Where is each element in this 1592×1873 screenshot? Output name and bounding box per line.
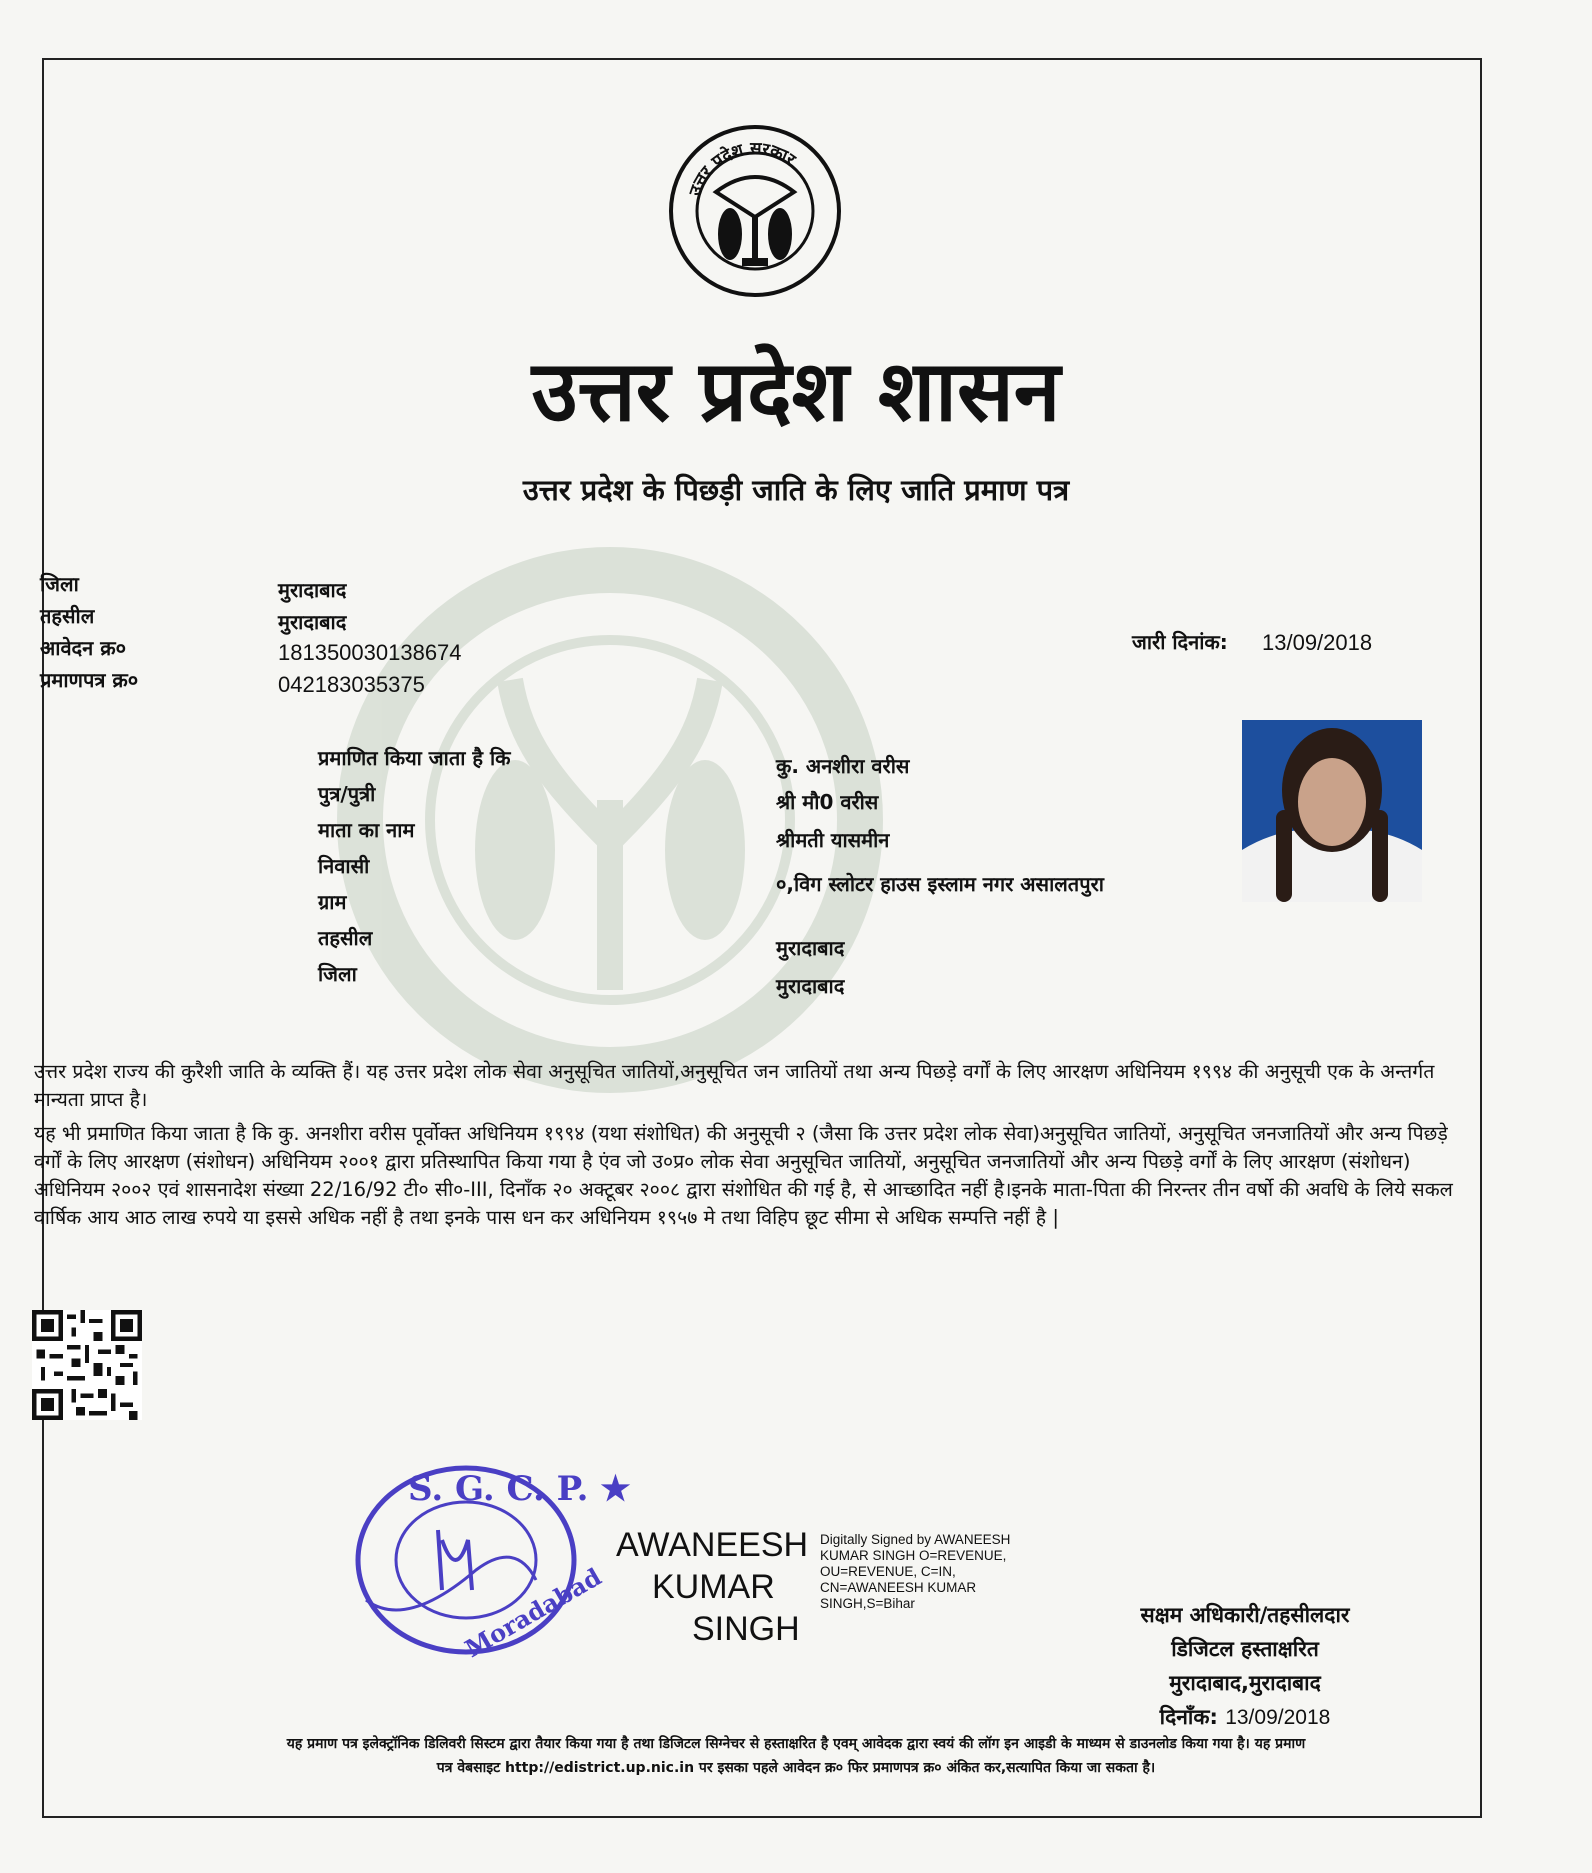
- signer-name-line3: SINGH: [692, 1610, 800, 1648]
- district-value: मुरादाबाद: [278, 578, 347, 602]
- footer-note: [0, 1732, 1592, 1780]
- tehsil-label: तहसील: [40, 604, 95, 628]
- footer-line2: पत्र वेबसाइट http://edistrict.up.nic.in पर इसका पहले आवेदन क्र० फिर प्रमाणपत्र क्र० अंकित कर,सत्यापित किया जा सकता है।: [436, 1760, 1156, 1776]
- details-district-value: मुरादाबाद: [776, 974, 845, 998]
- resident-label: निवासी: [318, 854, 370, 878]
- officer-designation: सक्षम अधिकारी/तहसीलदार: [1140, 1603, 1350, 1627]
- digital-signature-line5: SINGH,S=Bihar: [820, 1596, 915, 1611]
- officer-date-label: दिनाँक:: [1159, 1705, 1218, 1729]
- mother-name: श्रीमती यासमीन: [776, 828, 890, 852]
- emblem-text: उत्तर प्रदेश सरकार: [685, 138, 799, 199]
- stamp-text-top: S. G. C. P. ★: [408, 1469, 631, 1509]
- district-label: जिला: [40, 572, 79, 596]
- caste-statement-paragraph: उत्तर प्रदेश राज्य की कुरैशी जाति के व्यक्ति हैं। यह उत्तर प्रदेश लोक सेवा अनुसूचित जातियों,अनुसूचित जन जातियों तथा अन्य पिछड़े वर्गों के लिए आरक्षण अधिनियम १९९४ की अनुसूची एक के अन्तर्गत मान्यता प्राप्त है।: [34, 1060, 1435, 1111]
- details-tehsil-value: मुरादाबाद: [776, 936, 845, 960]
- applicant-photo: [1242, 720, 1422, 902]
- application-number-value: 181350030138674: [278, 640, 462, 665]
- up-government-emblem: [666, 122, 844, 300]
- child-of-label: पुत्र/पुत्री: [318, 782, 376, 806]
- officer-date-value: 13/09/2018: [1225, 1706, 1331, 1729]
- digital-signature-details: [820, 1532, 1010, 1612]
- details-tehsil-label: तहसील: [318, 926, 373, 950]
- officer-digitally-signed: डिजिटल हस्ताक्षरित: [1171, 1637, 1319, 1661]
- digital-signature-line2: KUMAR SINGH O=REVENUE,: [820, 1548, 1007, 1563]
- issue-date-label: जारी दिनांक:: [1132, 630, 1228, 654]
- certificate-number-value: 042183035375: [278, 672, 425, 697]
- certificate-number-label: प्रमाणपत्र क्र०: [40, 668, 139, 692]
- signer-name-block: [616, 1524, 826, 1650]
- issuing-officer-block: [1080, 1598, 1410, 1735]
- mother-label: माता का नाम: [318, 818, 415, 842]
- officer-location: मुरादाबाद,मुरादाबाद: [1169, 1671, 1321, 1695]
- footer-line1: यह प्रमाण पत्र इलेक्ट्रॉनिक डिलिवरी सिस्टम द्वारा तैयार किया गया है तथा डिजिटल सिग्नेचर से हस्ताक्षरित है एवम् आवेदक द्वारा स्वयं की लॉग इन आइडी के माध्यम से डाउनलोड किया गया है। यह प्रमाण: [286, 1736, 1306, 1752]
- stamp-text-side: Moradabad: [459, 1561, 607, 1664]
- qr-code: [32, 1310, 142, 1420]
- page-title: उत्तर प्रदेश शासन: [531, 342, 1061, 440]
- applicant-name: कु. अनशीरा वरीस: [776, 754, 910, 778]
- officer-date-row: [1080, 1700, 1410, 1735]
- signer-name-line2: KUMAR: [652, 1568, 775, 1606]
- applicant-photo-image: [1242, 720, 1422, 902]
- digital-signature-line1: Digitally Signed by AWANEESH: [820, 1532, 1011, 1547]
- issue-date-value: 13/09/2018: [1262, 630, 1373, 655]
- certified-label: प्रमाणित किया जाता है कि: [318, 746, 511, 770]
- tehsil-value: मुरादाबाद: [278, 610, 347, 634]
- application-number-label: आवेदन क्र०: [40, 636, 127, 660]
- signer-name-line1: AWANEESH: [616, 1526, 809, 1564]
- digital-signature-line4: CN=AWANEESH KUMAR: [820, 1580, 977, 1595]
- father-name: श्री मौ0 वरीस: [776, 790, 879, 814]
- official-stamp: [346, 1460, 631, 1664]
- village-label: ग्राम: [318, 890, 347, 914]
- certificate-subtitle: उत्तर प्रदेश के पिछड़ी जाति के लिए जाति प्रमाण पत्र: [522, 473, 1070, 507]
- resident-address: ०,विग स्लोटर हाउस इस्लाम नगर असालतपुरा: [776, 872, 1104, 896]
- digital-signature-line3: OU=REVENUE, C=IN,: [820, 1564, 956, 1579]
- certification-paragraph: यह भी प्रमाणित किया जाता है कि कु. अनशीरा वरीस पूर्वोक्त अधिनियम १९९४ (यथा संशोधित) की अनुसूची २ (जैसा कि उत्तर प्रदेश लोक सेवा)अनुसूचित जातियों, अनुसूचित जनजातियों और अन्य पिछड़े वर्गों के लिए आरक्षण (संशोधन) अधिनियम २००१ द्वारा प्रतिस्थापित किया गया है एंव जो उ०प्र० लोक सेवा अनुसूचित जातियों, अनुसूचित जनजातियों और अन्य पिछड़े वर्गों के लिए आरक्षण (संशोधन) अधिनियम २००२ एवं शासनादेश संख्या 22/16/92 टी० सी०-III, दिनाँक २० अक्टूबर २००८ द्वारा संशोधित की गई है, से आच्छादित नहीं है।इनके माता-पिता की निरन्तर तीन वर्षो की अवधि के लिये सकल वार्षिक आय आठ लाख रुपये या इससे अधिक नहीं है तथा इनके पास धन कर अधिनियम १९५७ मे तथा विहिप छूट सीमा से अधिक सम्पत्ति नहीं है |: [34, 1122, 1453, 1229]
- details-district-label: जिला: [318, 962, 357, 986]
